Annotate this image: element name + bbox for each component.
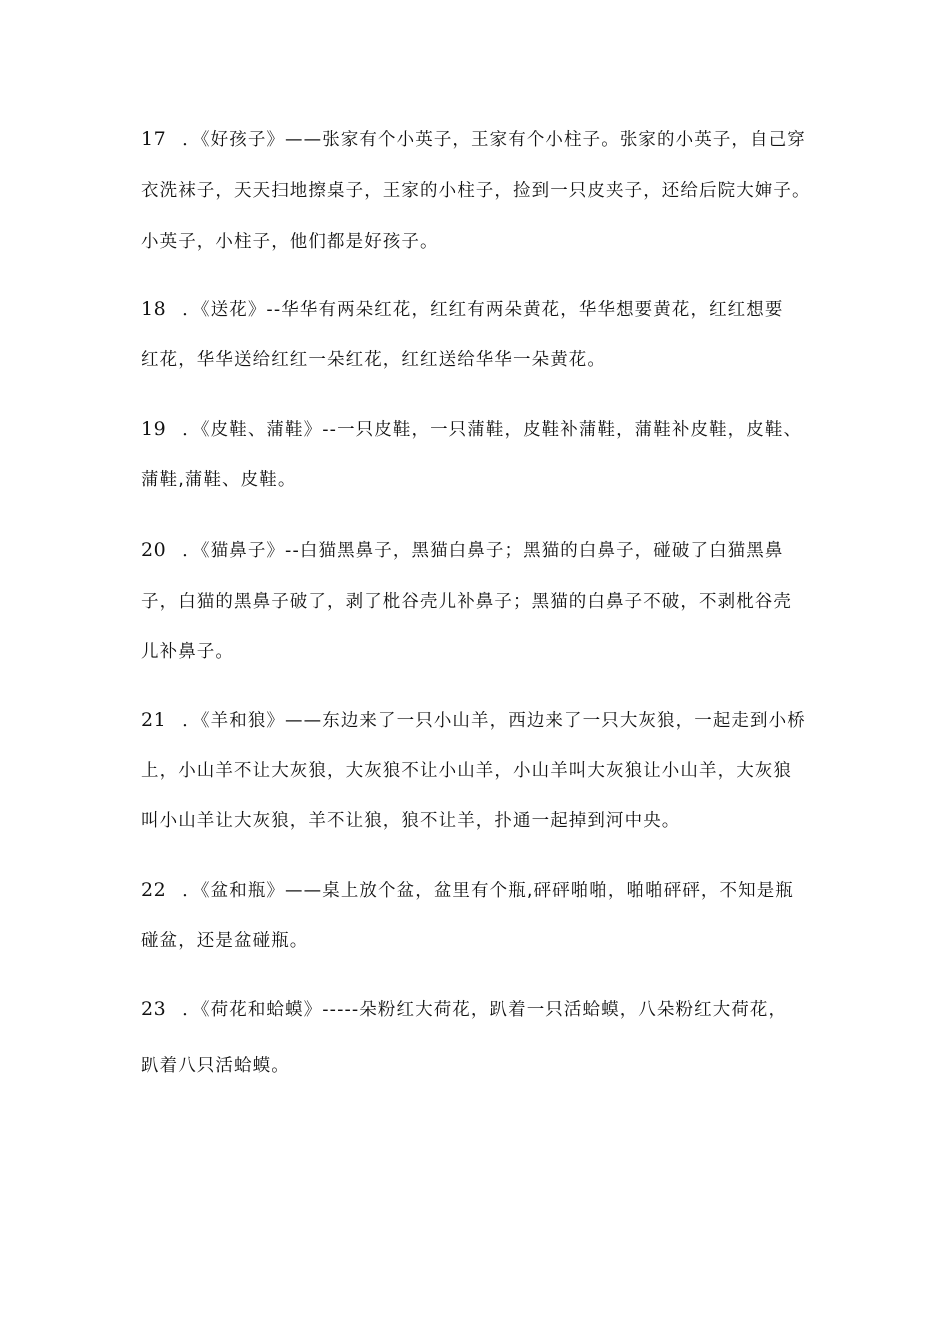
entry-23-line-1 (141, 997, 831, 1022)
entry-text: ．《猫鼻子》--白猫黑鼻子，黑猫白鼻子；黑猫的白鼻子，碰破了白猫黑鼻 (182, 541, 784, 561)
entry-number: 23 (141, 998, 167, 1020)
entry-number: 18 (141, 298, 167, 320)
entry-21-line-2: 上，小山羊不让大灰狼，大灰狼不让小山羊，小山羊叫大灰狼让小山羊，大灰狼 (141, 761, 792, 781)
entry-22-line-2: 碰盆，还是盆碰瓶。 (141, 931, 309, 951)
entry-number: 22 (141, 879, 167, 901)
entry-text: ．《羊和狼》——东边来了一只小山羊，西边来了一只大灰狼，一起走到小桥 (182, 711, 806, 731)
entry-20-line-1 (141, 538, 831, 563)
entry-20-line-2: 子，白猫的黑鼻子破了，剥了枇谷壳儿补鼻子；黑猫的白鼻子不破，不剥枇谷壳 (141, 592, 792, 612)
entry-text: ．《盆和瓶》——桌上放个盆，盆里有个瓶,砰砰啪啪，啪啪砰砰，不知是瓶 (182, 881, 794, 901)
entry-text: ．《皮鞋、蒲鞋》--一只皮鞋，一只蒲鞋，皮鞋补蒲鞋，蒲鞋补皮鞋，皮鞋、 (182, 420, 803, 440)
entry-number: 21 (141, 709, 167, 731)
entry-22-line-1 (141, 878, 831, 903)
entry-21-line-1 (141, 708, 831, 733)
entry-19-line-2: 蒲鞋,蒲鞋、皮鞋。 (141, 470, 297, 490)
entry-number: 20 (141, 539, 167, 561)
entry-text: ．《送花》--华华有两朵红花，红红有两朵黄花，华华想要黄花，红红想要 (182, 300, 784, 320)
entry-18-line-2: 红花，华华送给红红一朵红花，红红送给华华一朵黄花。 (141, 350, 606, 370)
entry-23-line-2: 趴着八只活蛤蟆。 (141, 1056, 290, 1076)
entry-number: 19 (141, 418, 167, 440)
entry-18-line-1 (141, 297, 831, 322)
entry-text: ．《荷花和蛤蟆》-----朵粉红大荷花，趴着一只活蛤蟆，八朵粉红大荷花， (182, 1000, 788, 1020)
entry-text: ．《好孩子》——张家有个小英子，王家有个小柱子。张家的小英子，自己穿 (182, 130, 806, 150)
entry-21-line-3: 叫小山羊让大灰狼，羊不让狼，狼不让羊，扑通一起掉到河中央。 (141, 811, 681, 831)
entry-number: 17 (141, 128, 167, 150)
entry-17-line-1 (141, 127, 831, 152)
entry-17-line-3: 小英子，小柱子，他们都是好孩子。 (141, 232, 439, 252)
entry-20-line-3: 儿补鼻子。 (141, 642, 234, 662)
entry-17-line-2: 衣洗袜子，天天扫地擦桌子，王家的小柱子，捡到一只皮夹子，还给后院大婶子。 (141, 181, 811, 201)
entry-19-line-1 (141, 417, 831, 442)
